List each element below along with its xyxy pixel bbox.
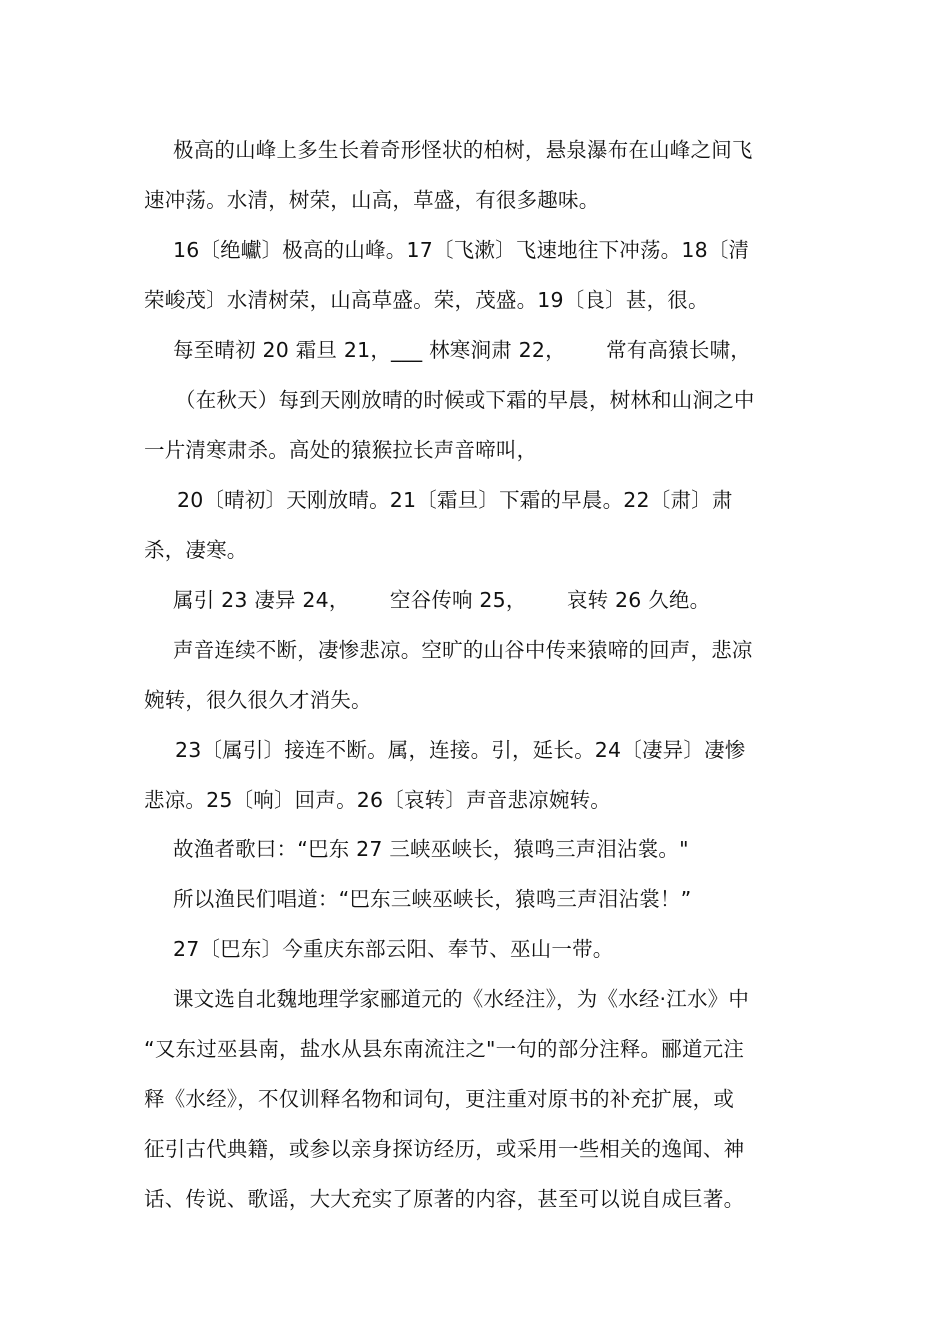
annotation-line: 20〔晴初〕天刚放晴。21〔霜旦〕下霜的早晨。22〔肃〕肃 xyxy=(177,488,733,512)
annotation-line: 杀，凄寒。 xyxy=(144,538,248,562)
annotation-line: 荣峻茂〕水清树荣，山高草盛。荣，茂盛。19〔良〕甚，很。 xyxy=(144,288,709,312)
translation-line: 一片清寒肃杀。高处的猿猴拉长声音啼叫， xyxy=(144,438,538,462)
annotation-line: 23〔属引〕接连不断。属，连接。引，延长。24〔凄异〕凄惨 xyxy=(175,738,746,762)
translation-line: 声音连续不断，凄惨悲凉。空旷的山谷中传来猿啼的回声，悲凉 xyxy=(173,638,753,662)
translation-line: （在秋天）每到天刚放晴的时候或下霜的早晨，树林和山涧之中 xyxy=(175,388,755,412)
translation-line: 婉转，很久很久才消失。 xyxy=(144,688,372,712)
paragraph-line: 征引古代典籍，或参以亲身探访经历，或采用一些相关的逸闻、神 xyxy=(144,1137,745,1161)
paragraph-line: 极高的山峰上多生长着奇形怪状的柏树，悬泉瀑布在山峰之间飞 xyxy=(173,138,753,162)
annotation-line: 27〔巴东〕今重庆东部云阳、奉节、巫山一带。 xyxy=(173,937,614,961)
annotation-line: 16〔绝巘〕极高的山峰。17〔飞漱〕飞速地往下冲荡。18〔清 xyxy=(173,238,750,262)
paragraph-line: 速冲荡。水清，树荣，山高，草盛，有很多趣味。 xyxy=(144,188,600,212)
source-text-line: 属引 23 凄异 24， 空谷传响 25， 哀转 26 久绝。 xyxy=(173,588,711,612)
source-text-line: 每至晴初 20 霜旦 21，___ 林寒涧肃 22， 常有高猿长啸， xyxy=(173,338,751,362)
source-text-line: 故渔者歌曰：“巴东 27 三峡巫峡长，猿鸣三声泪沾裳。" xyxy=(173,837,689,861)
paragraph-line: 课文选自北魏地理学家郦道元的《水经注》，为《水经·江水》中 xyxy=(173,987,750,1011)
paragraph-line: 释《水经》，不仅训释名物和词句，更注重对原书的补充扩展，或 xyxy=(144,1087,735,1111)
annotation-line: 悲凉。25〔响〕回声。26〔哀转〕声音悲凉婉转。 xyxy=(144,788,611,812)
paragraph-line: 话、传说、歌谣，大大充实了原著的内容，甚至可以说自成巨著。 xyxy=(144,1187,745,1211)
paragraph-line: “又东过巫县南，盐水从县东南流注之"一句的部分注释。郦道元注 xyxy=(144,1037,745,1061)
translation-line: 所以渔民们唱道：“巴东三峡巫峡长，猿鸣三声泪沾裳！” xyxy=(173,887,692,911)
